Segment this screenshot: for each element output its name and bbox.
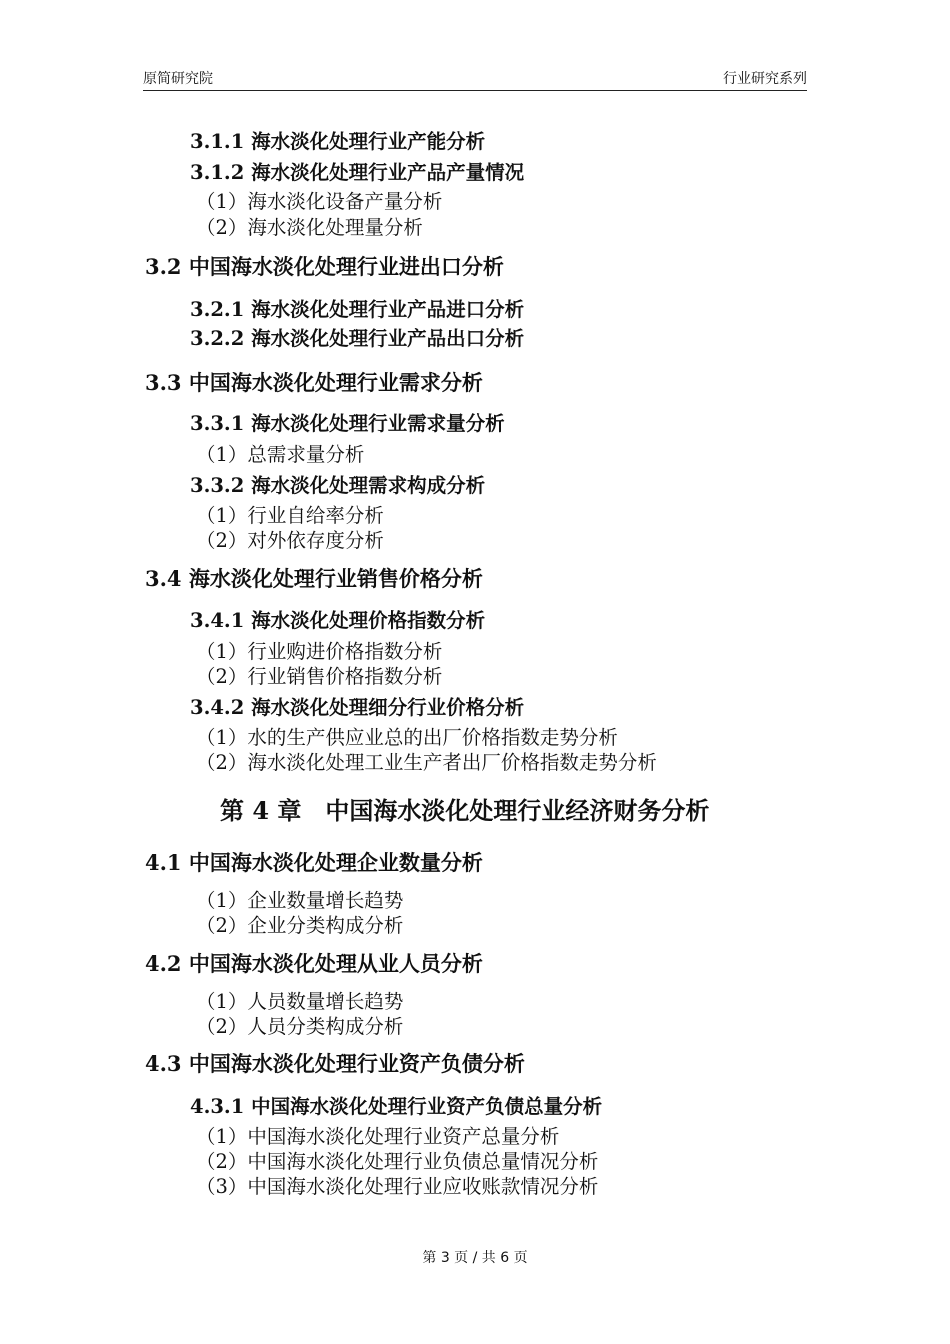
header-series: 行业研究系列 xyxy=(723,71,807,87)
page-number: 第 3 页 / 共 6 页 xyxy=(422,1250,528,1266)
toc-entry: （2）海水淡化处理工业生产者出厂价格指数走势分析 xyxy=(196,751,657,774)
toc-entry: 3.2.1 海水淡化处理行业产品进口分析 xyxy=(190,298,525,321)
toc-entry: （2）中国海水淡化处理行业负债总量情况分析 xyxy=(196,1150,599,1173)
header-publisher: 原简研究院 xyxy=(143,71,213,87)
toc-entry: （1）海水淡化设备产量分析 xyxy=(196,190,443,213)
toc-entry: 3.3 中国海水淡化处理行业需求分析 xyxy=(145,370,483,395)
toc-entry: 3.4.2 海水淡化处理细分行业价格分析 xyxy=(190,696,525,719)
toc-entry: （1）水的生产供应业总的出厂价格指数走势分析 xyxy=(196,726,618,749)
toc-entry: 3.2 中国海水淡化处理行业进出口分析 xyxy=(145,254,504,279)
toc-entry: 3.3.2 海水淡化处理需求构成分析 xyxy=(190,474,486,497)
toc-entry: 3.1.2 海水淡化处理行业产品产量情况 xyxy=(190,161,525,184)
page-header xyxy=(143,62,807,91)
toc-entry: （1）人员数量增长趋势 xyxy=(196,990,404,1013)
toc-entry: （1）行业购进价格指数分析 xyxy=(196,640,443,663)
toc-entry: （2）行业销售价格指数分析 xyxy=(196,665,443,688)
toc-entry: 3.4.1 海水淡化处理价格指数分析 xyxy=(190,609,486,632)
toc-entry: （1）企业数量增长趋势 xyxy=(196,889,404,912)
toc-entry: 3.4 海水淡化处理行业销售价格分析 xyxy=(145,566,483,591)
toc-entry: 4.1 中国海水淡化处理企业数量分析 xyxy=(145,850,483,875)
toc-entry: （1）中国海水淡化处理行业资产总量分析 xyxy=(196,1125,560,1148)
toc-entry: 3.3.1 海水淡化处理行业需求量分析 xyxy=(190,412,505,435)
toc-entry: （2）海水淡化处理量分析 xyxy=(196,216,423,239)
toc-entry: （3）中国海水淡化处理行业应收账款情况分析 xyxy=(196,1175,599,1198)
toc-entry: （2）企业分类构成分析 xyxy=(196,914,404,937)
toc-entry: （1）行业自给率分析 xyxy=(196,504,384,527)
toc-entry: （1）总需求量分析 xyxy=(196,443,365,466)
toc-entry: 3.2.2 海水淡化处理行业产品出口分析 xyxy=(190,327,525,350)
toc-entry: （2）对外依存度分析 xyxy=(196,529,384,552)
chapter-heading: 第 4 章 中国海水淡化处理行业经济财务分析 xyxy=(220,796,710,825)
toc-entry: 3.1.1 海水淡化处理行业产能分析 xyxy=(190,130,486,153)
toc-entry: 4.3.1 中国海水淡化处理行业资产负债总量分析 xyxy=(190,1095,603,1118)
toc-entry: 4.3 中国海水淡化处理行业资产负债分析 xyxy=(145,1051,525,1076)
toc-entry: （2）人员分类构成分析 xyxy=(196,1015,404,1038)
toc-entry: 4.2 中国海水淡化处理从业人员分析 xyxy=(145,951,483,976)
